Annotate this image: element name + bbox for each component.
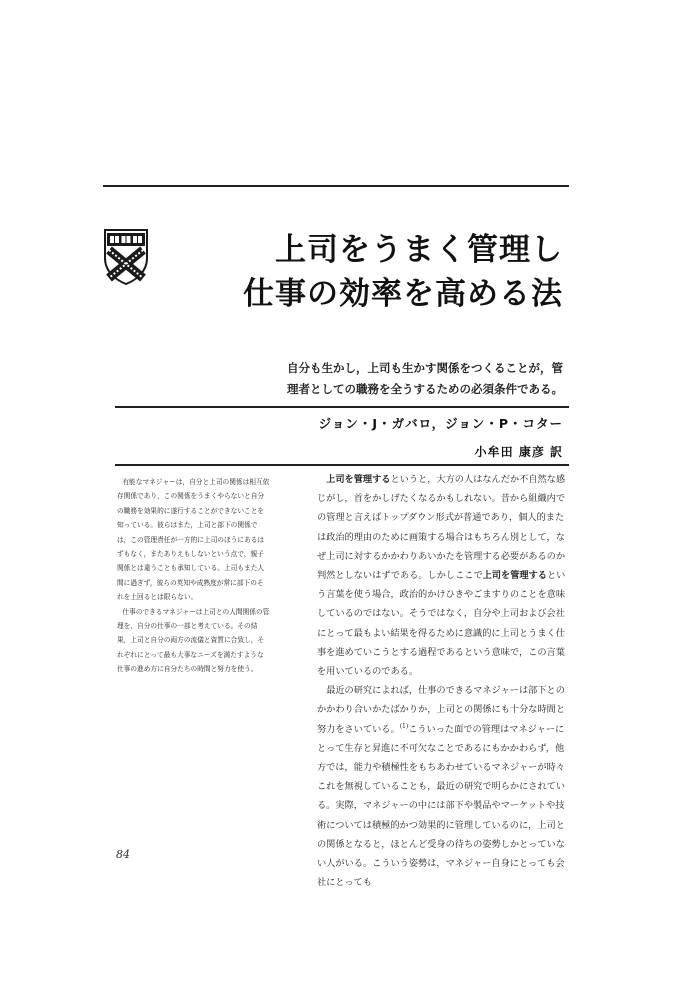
article-title-line-1: 上司をうまく管理し [275, 232, 563, 268]
top-rule [103, 185, 569, 187]
emphasis: 上司を管理する [482, 570, 547, 582]
middle-rule [115, 406, 569, 408]
body-text [317, 470, 569, 892]
body-text-run: こういった面での管理はマネジャーにとって生存と昇進に不可欠なことであるにもかかわらず，他方では，能力や積極性をもちあわせているマネジャーが時々これを無視していることも，最近の研究で明らかにされている。実際，マネジャーの中には部下や製品やマーケットや技術については積極的かつ効果的に管理しているのに，上司との関係となると，ほとんど受身の待ちの姿勢しかとっていない人がいる。こういう姿勢は，マネジャー自身にとっても会社にとっても [317, 723, 566, 889]
body-paragraph [317, 470, 569, 681]
emphasis: 上司を管理する [326, 474, 391, 485]
footnote-marker: (1) [399, 722, 409, 730]
body-text-run: という言葉を使う場合，政治的かけひきやごますりのことを意味しているのではない。そうではなく，自分や上司および会社にとって最もよい結果を得るために意識的に上司とうまく仕事を進めていこうとする過程であるという意味で，この言葉を用いているのである。 [317, 570, 566, 678]
article-title-line-2: 仕事の効率を高める法 [243, 276, 563, 312]
body-text-run: というと，大方の人はなんだか不自然な感じがし，首をかしげたくなるかもしれない。昔から組織内での管理と言えばトップダウン形式が普通であり，個人的または政治的理由のために画策する場合はもちろん別として，なぜ上司に対するかかわりあいかたを管理する必要があるのか判然としないはずである。しかしここで [317, 474, 566, 582]
authors: ジョン・J・ガバロ，ジョン・P・コター [318, 416, 563, 431]
lower-rule [115, 464, 569, 466]
body-text-run: 最近の研究によれば，仕事のできるマネジャーは部下とのかかわり合いかたばかりか，上司との関係にも十分な時間と努力をさいている。 [317, 685, 566, 735]
lead-summary [117, 475, 270, 677]
subtitle-line-1: 自分も生かし，上司も生かす関係をつくることが，管 [287, 361, 563, 375]
translator: 小牟田 康彦 訳 [474, 445, 563, 459]
shield-crest-logo [103, 228, 149, 286]
lead-paragraph: 有能なマネジャーは，自分と上司の関係は相互依存関係であり，この関係をうまくやらないと自分の職務を効果的に遂行することができないことを知っている。彼らはまた，上司と部下の関係では，この管理責任が一方的に上司のほうにあるはずもなく，またありえもしないという点で，親子関係とは違うことも承知している。上司もまた人間に過ぎず，彼らの英知や成熟度が常に部下のそれを上回るとは限らない。 [117, 478, 270, 602]
body-paragraph [317, 681, 569, 892]
lead-paragraph: 仕事のできるマネジャーは上司との人間関係の管理を，自分の仕事の一部と考えている。その結果，上司と自分の両方の流儀と資質に合致し，それぞれにとって最も大事なニーズを満たすような仕事の進め方に自分たちの時間と努力を使う。 [117, 607, 270, 674]
subtitle-line-2: 理者としての職務を全うするための必須条件である。 [287, 382, 563, 396]
page-number: 84 [116, 848, 130, 861]
